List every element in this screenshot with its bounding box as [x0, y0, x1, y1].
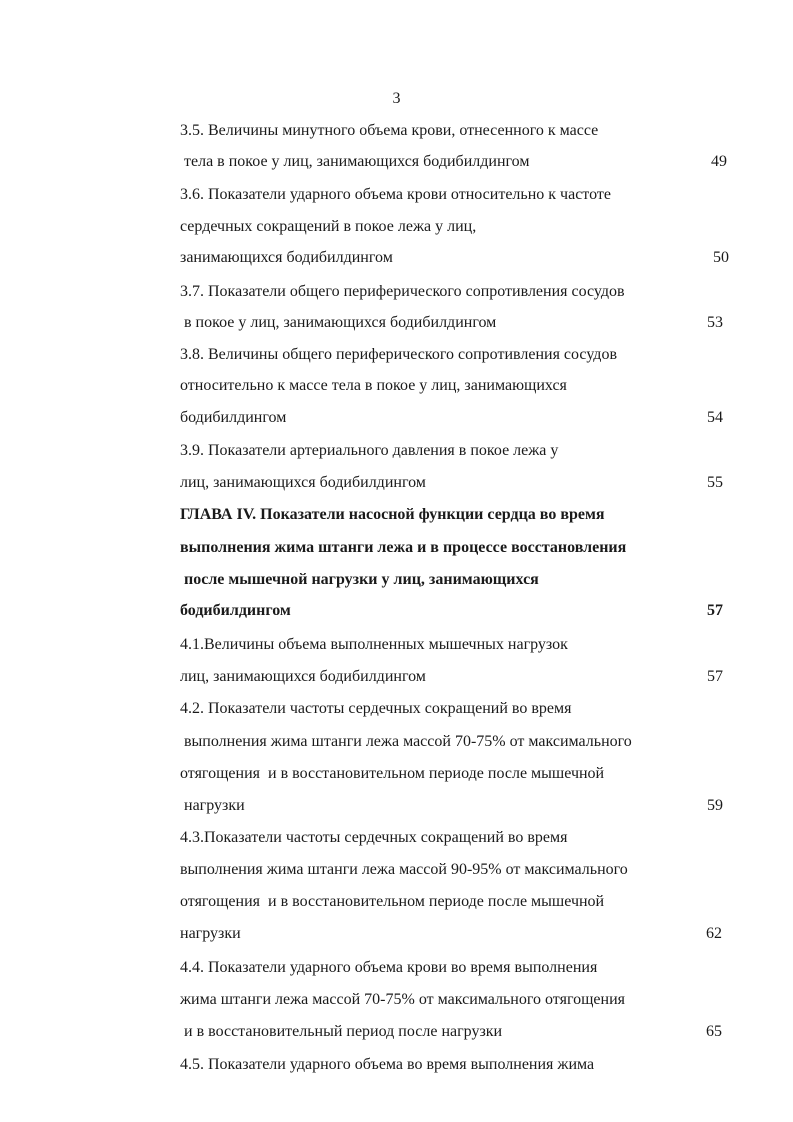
toc-line	[0, 922, 793, 946]
toc-line	[0, 119, 793, 143]
toc-line	[0, 246, 793, 270]
toc-entry-text: сердечных сокращений в покое лежа у лиц,	[180, 218, 477, 235]
toc-line	[0, 150, 793, 174]
toc-entry-text: 3.8. Величины общего периферического сопротивления сосудов	[180, 346, 617, 363]
toc-page-number: 57	[707, 668, 723, 685]
toc-entry-text: 4.3.Показатели частоты сердечных сокращений во время	[180, 829, 568, 846]
toc-line	[0, 471, 793, 495]
toc-entry-text: 4.4. Показатели ударного объема крови во время выполнения	[180, 959, 598, 976]
toc-entry-text: занимающихся бодибилдингом	[180, 249, 393, 266]
toc-page-number: 49	[711, 153, 727, 170]
toc-entry-text: 4.2. Показатели частоты сердечных сокращений во время	[180, 700, 572, 717]
toc-page-number: 65	[706, 1023, 722, 1040]
toc-line	[0, 536, 793, 560]
toc-entry-text: нагрузки	[180, 925, 241, 942]
toc-line	[0, 956, 793, 980]
toc-entry-text: после мышечной нагрузки у лиц, занимающихся	[180, 571, 539, 588]
toc-entry-text: 3.5. Величины минутного объема крови, отнесенного к массе	[180, 122, 599, 139]
toc-entry-text: выполнения жима штанги лежа и в процессе восстановления	[180, 539, 627, 556]
toc-entry-text: в покое у лиц, занимающихся бодибилдингом	[180, 314, 497, 331]
toc-entry-text: относительно к массе тела в покое у лиц, занимающихся	[180, 377, 567, 394]
toc-line	[0, 633, 793, 657]
toc-line	[0, 988, 793, 1012]
toc-line	[0, 762, 793, 786]
toc-entry-text: 3.7. Показатели общего периферического сопротивления сосудов	[180, 283, 625, 300]
toc-entry-text: ГЛАВА IV. Показатели насосной функции сердца во время	[180, 506, 605, 523]
toc-line	[0, 439, 793, 463]
toc-line	[0, 215, 793, 239]
toc-line	[0, 183, 793, 207]
toc-entry-text: нагрузки	[180, 797, 245, 814]
toc-line	[0, 890, 793, 914]
toc-page-number: 50	[713, 249, 729, 266]
toc-entry-text: бодибилдингом	[180, 602, 291, 619]
toc-entry-text: тела в покое у лиц, занимающихся бодибилдингом	[180, 153, 530, 170]
toc-entry-text: 4.1.Величины объема выполненных мышечных нагрузок	[180, 636, 568, 653]
toc-line	[0, 697, 793, 721]
page-number: 3	[392, 90, 401, 107]
toc-entry-text: выполнения жима штанги лежа массой 70-75% от максимального	[180, 733, 632, 750]
toc-line	[0, 568, 793, 592]
toc-entry-text: 4.5. Показатели ударного объема во время выполнения жима	[180, 1056, 595, 1073]
toc-entry-text: 3.6. Показатели ударного объема крови относительно к частоте	[180, 186, 611, 203]
toc-line	[0, 311, 793, 335]
toc-line	[0, 1020, 793, 1044]
toc-line	[0, 599, 793, 623]
toc-line	[0, 343, 793, 367]
toc-line	[0, 374, 793, 398]
toc-entry-text: 3.9. Показатели артериального давления в покое лежа у	[180, 442, 559, 459]
toc-page-number: 59	[707, 797, 723, 814]
toc-entry-text: и в восстановительный период после нагрузки	[180, 1023, 503, 1040]
toc-page-number: 54	[707, 409, 723, 426]
toc-line	[0, 406, 793, 430]
toc-page-number: 53	[707, 314, 723, 331]
toc-entry-text: жима штанги лежа массой 70-75% от максимального отягощения	[180, 991, 626, 1008]
toc-line	[0, 730, 793, 754]
toc-entry-text: лиц, занимающихся бодибилдингом	[180, 474, 426, 491]
toc-entry-text: бодибилдингом	[180, 409, 287, 426]
toc-entry-text: отягощения и в восстановительном периоде после мышечной	[180, 893, 605, 910]
toc-line	[0, 665, 793, 689]
toc-line	[0, 826, 793, 850]
toc-line	[0, 858, 793, 882]
toc-line	[0, 280, 793, 304]
toc-line	[0, 503, 793, 527]
toc-entry-text: выполнения жима штанги лежа массой 90-95% от максимального	[180, 861, 628, 878]
toc-page-number: 55	[707, 474, 723, 491]
toc-page-number: 62	[706, 925, 722, 942]
toc-entry-text: лиц, занимающихся бодибилдингом	[180, 668, 426, 685]
toc-line	[0, 1053, 793, 1077]
toc-page-number: 57	[707, 602, 723, 619]
toc-entry-text: отягощения и в восстановительном периоде после мышечной	[180, 765, 605, 782]
toc-line	[0, 794, 793, 818]
